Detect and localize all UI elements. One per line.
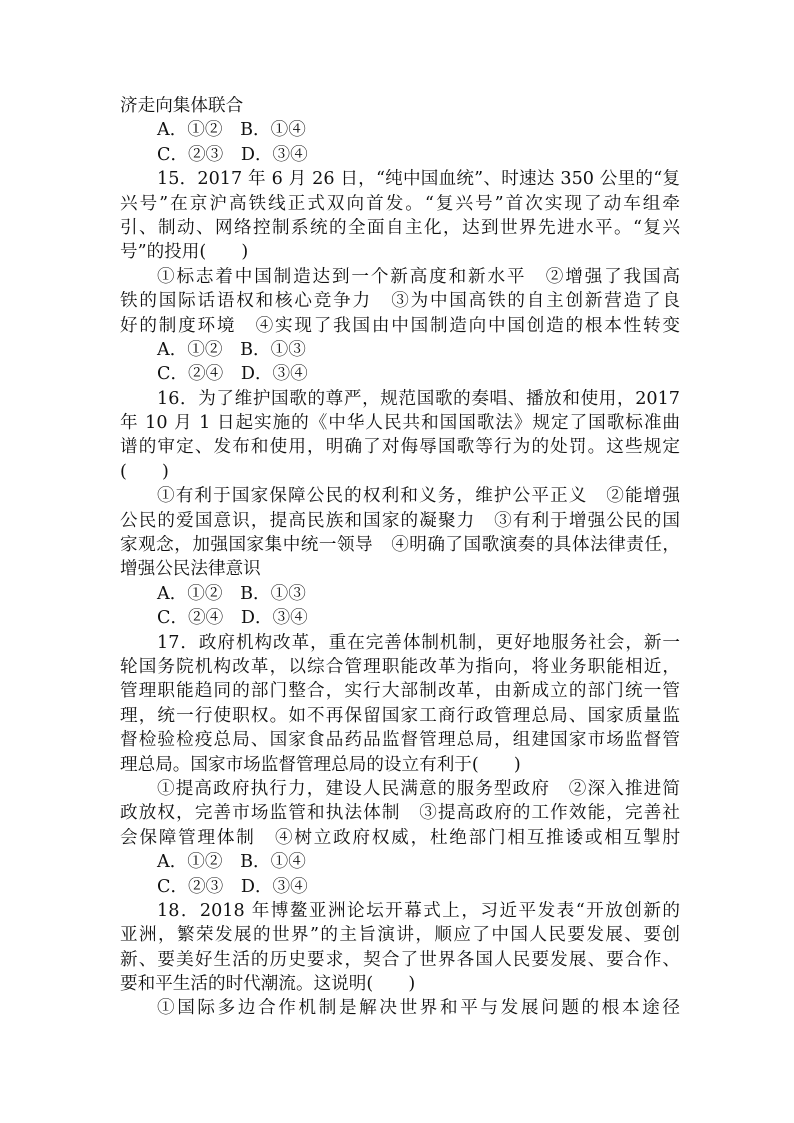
option-statement-line: ①标志着中国制造达到一个新高度和新水平 ②增强了我国高 (157, 266, 680, 287)
question-stem-line: 轮国务院机构改革，以综合管理职能改革为指向，将业务职能相近， (120, 656, 680, 677)
question-stem-line: 督检验检疫总局、国家食品药品监督管理总局，组建国家市场监督管 (120, 730, 680, 751)
exam-page (120, 94, 680, 1021)
choice-line-1: A．①② B．①④ (157, 852, 306, 873)
question-stem-line: 号”的投用( ) (120, 242, 249, 263)
question-stem-line: 新、要美好生活的历史要求，契合了世界各国人民要发展、要合作、 (120, 949, 680, 970)
question-17 (120, 631, 680, 899)
question-stem-line: 理，统一行使职权。如不再保留国家工商行政管理总局、国家质量监 (120, 705, 680, 726)
question-stem-line: 17．政府机构改革，重在完善体制机制，更好地服务社会，新一 (157, 632, 680, 653)
question-stem-line: 谱的审定、发布和使用，明确了对侮辱国歌等行为的处罚。这些规定 (120, 437, 680, 458)
question-stem-line: 理总局。国家市场监督管理总局的设立有利于( ) (120, 754, 521, 775)
question-stem-line: 亚洲，繁荣发展的世界”的主旨演讲，顺应了中国人民要发展、要创 (120, 925, 680, 946)
question-15 (120, 167, 680, 387)
choice-line-2: C．②③ D．③④ (157, 876, 308, 897)
option-statement-line: 政放权，完善市场监管和执法体制 ③提高政府的工作效能，完善社 (120, 803, 680, 824)
choice-line-1: A．①② B．①③ (157, 339, 306, 360)
question-stem-line: 兴号”在京沪高铁线正式双向首发。“复兴号”首次实现了动车组牵 (120, 193, 680, 214)
question-stem-line: 管理职能趋同的部门整合，实行大部制改革，由新成立的部门统一管 (120, 681, 680, 702)
choice-line-1: A．①② B．①③ (157, 583, 306, 604)
question-stem-line: 要和平生活的时代潮流。这说明( ) (120, 974, 416, 995)
option-statement-line: 家观念，加强国家集中统一领导 ④明确了国歌演奏的具体法律责任， (120, 535, 680, 556)
choice-line-2: C．②③ D．③④ (157, 144, 308, 165)
question-16 (120, 387, 680, 631)
continuation-line: 济走向集体联合 (120, 96, 244, 116)
option-statement-line: ①有利于国家保障公民的权利和义务，维护公平正义 ②能增强 (157, 486, 680, 507)
option-statement-line: ①提高政府执行力，建设人民满意的服务型政府 ②深入推进简 (157, 778, 680, 799)
question-stem-line: 18．2018 年博鳌亚洲论坛开幕式上，习近平发表“开放创新的 (157, 900, 680, 921)
continuation-block (120, 94, 680, 167)
option-statement-line: ①国际多边合作机制是解决世界和平与发展问题的根本途径 (157, 998, 680, 1019)
option-statement-line: 会保障管理体制 ④树立政府权威，杜绝部门相互推诿或相互掣肘 (120, 827, 680, 848)
question-stem-line: 16．为了维护国歌的尊严，规范国歌的奏唱、播放和使用，2017 (157, 388, 680, 409)
option-statement-line: 铁的国际话语权和核心竞争力 ③为中国高铁的自主创新营造了良 (120, 291, 680, 312)
choice-line-1: A．①② B．①④ (157, 120, 306, 141)
option-statement-line: 增强公民法律意识 (120, 559, 261, 580)
choice-line-2: C．②④ D．③④ (157, 364, 308, 385)
question-stem-line: 引、制动、网络控制系统的全面自主化，达到世界先进水平。“复兴 (120, 217, 680, 238)
question-18 (120, 899, 680, 1021)
question-stem-line: 年 10 月 1 日起实施的《中华人民共和国国歌法》规定了国歌标准曲 (120, 413, 680, 434)
question-stem-line: 15．2017 年 6 月 26 日，“纯中国血统”、时速达 350 公里的“复 (157, 169, 680, 190)
question-stem-line: ( ) (120, 461, 169, 482)
option-statement-line: 好的制度环境 ④实现了我国由中国制造向中国创造的根本性转变 (120, 315, 680, 336)
choice-line-2: C．②④ D．③④ (157, 608, 308, 629)
option-statement-line: 公民的爱国意识，提高民族和国家的凝聚力 ③有利于增强公民的国 (120, 510, 680, 531)
